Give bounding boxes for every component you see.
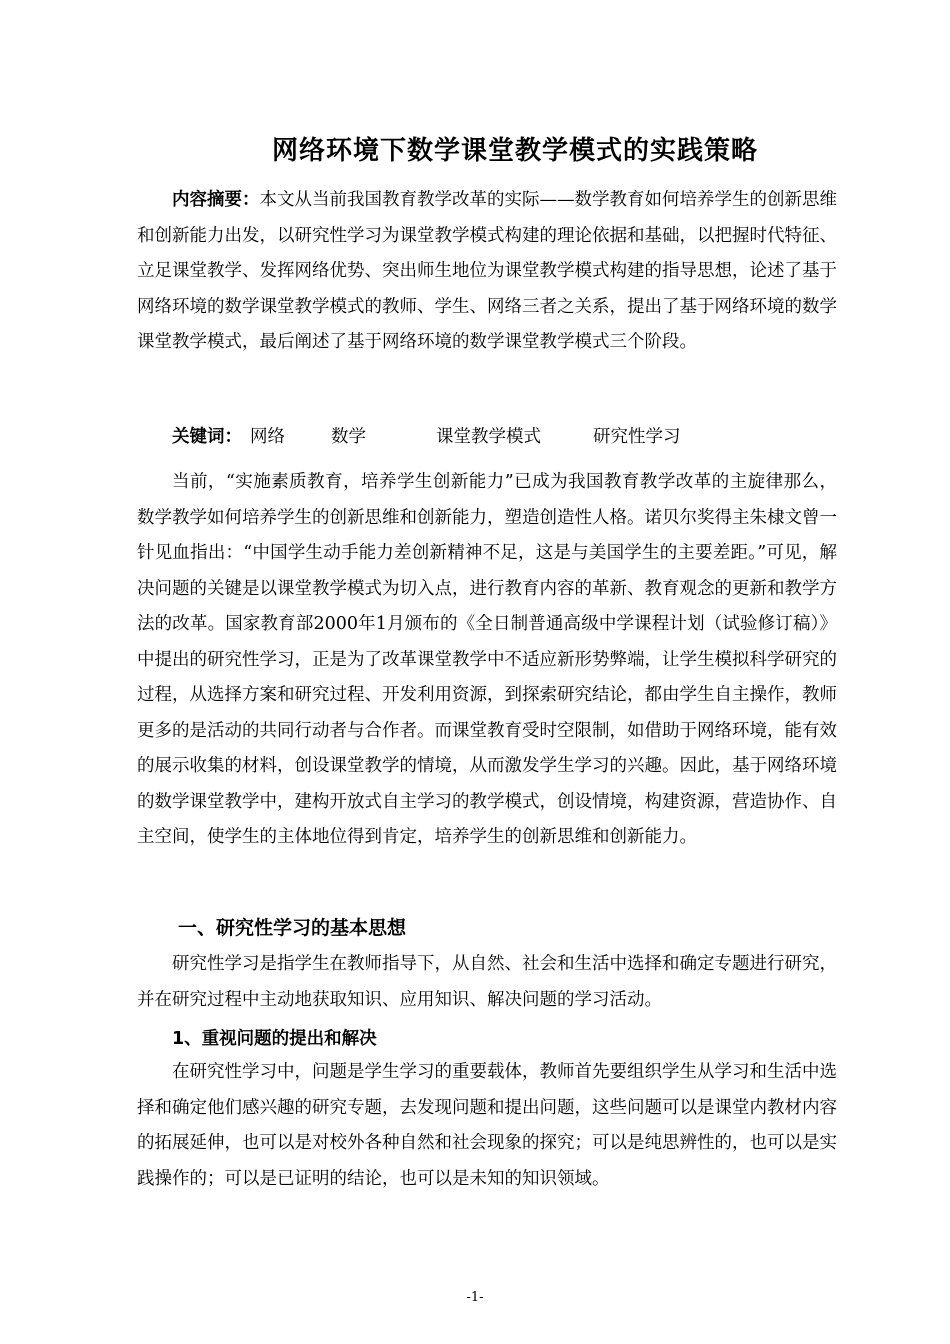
subsection-1-paragraph: 在研究性学习中，问题是学生学习的重要载体，教师首先要组织学生从学习和生活中选择和确定他们感兴趣的研究专题，去发现问题和提出问题，这些问题可以是课堂内教材内容的拓展延伸，也可以是对校外各种自然和社会现象的探究；可以是纯思辨性的，也可以是实践操作的；可以是已证明的结论，也可以是未知的知识领域。 — [137, 1062, 837, 1189]
intro-section — [137, 465, 837, 856]
keyword-item: 数学 — [331, 427, 366, 447]
keywords — [172, 420, 681, 455]
keyword-item: 课堂教学模式 — [436, 427, 541, 447]
keyword-item: 研究性学习 — [593, 427, 681, 447]
keyword-item: 网络 — [250, 427, 285, 447]
subsection-heading: 1、重视问题的提出和解决 — [172, 1029, 377, 1049]
section-1-paragraph: 研究性学习是指学生在教师指导下，从自然、社会和生活中选择和确定专题进行研究，并在研究过程中主动地获取知识、应用知识、解决问题的学习活动。 — [137, 954, 837, 1010]
paper-title: 网络环境下数学课堂教学模式的实践策略 — [271, 136, 758, 166]
page-number: -1- — [466, 1290, 484, 1305]
section-heading: 一、研究性学习的基本思想 — [178, 917, 407, 939]
subsection-1-body — [137, 1055, 837, 1197]
abstract — [137, 183, 837, 361]
intro-paragraph: 当前，“实施素质教育，培养学生创新能力”已成为我国教育教学改革的主旋律那么，数学教学如何培养学生的创新思维和创新能力，塑造创造性人格。诺贝尔奖得主朱棣文曾一针见血指出：“中国学生动手能力差创新精神不足，这是与美国学生的主要差距。”可见，解决问题的关键是以课堂教学模式为切入点，进行教育内容的革新、教育观念的更新和教学方法的改革。国家教育部2000年1月颁布的《全日制普通高级中学课程计划（试验修订稿）》中提出的研究性学习，正是为了改革课堂教学中不适应新形势弊端，让学生模拟科学研究的过程，从选择方案和研究过程、开发利用资源，到探索研究结论，都由学生自主操作，教师更多的是活动的共同行动者与合作者。而课堂教育受时空限制，如借助于网络环境，能有效的展示收集的材料，创设课堂教学的情境，从而激发学生学习的兴趣。因此，基于网络环境的数学课堂教学中，建构开放式自主学习的教学模式，创设情境，构建资源，营造协作、自主空间，使学生的主体地位得到肯定，培养学生的创新思维和创新能力。 — [137, 472, 837, 847]
abstract-label: 内容摘要： — [172, 190, 260, 210]
keywords-label: 关键词： — [172, 427, 242, 447]
abstract-paragraph — [137, 183, 837, 361]
abstract-text: 本文从当前我国教育教学改革的实际——数学教育如何培养学生的创新思维和创新能力出发，以研究性学习为课堂教学模式构建的理论依据和基础，以把握时代特征、立足课堂教学、发挥网络优势、突出师生地位为课堂教学模式构建的指导思想，论述了基于网络环境的数学课堂教学模式的教师、学生、网络三者之关系，提出了基于网络环境的数学课堂教学模式，最后阐述了基于网络环境的数学课堂教学模式三个阶段。 — [137, 190, 837, 352]
section-1-body — [137, 947, 837, 1018]
